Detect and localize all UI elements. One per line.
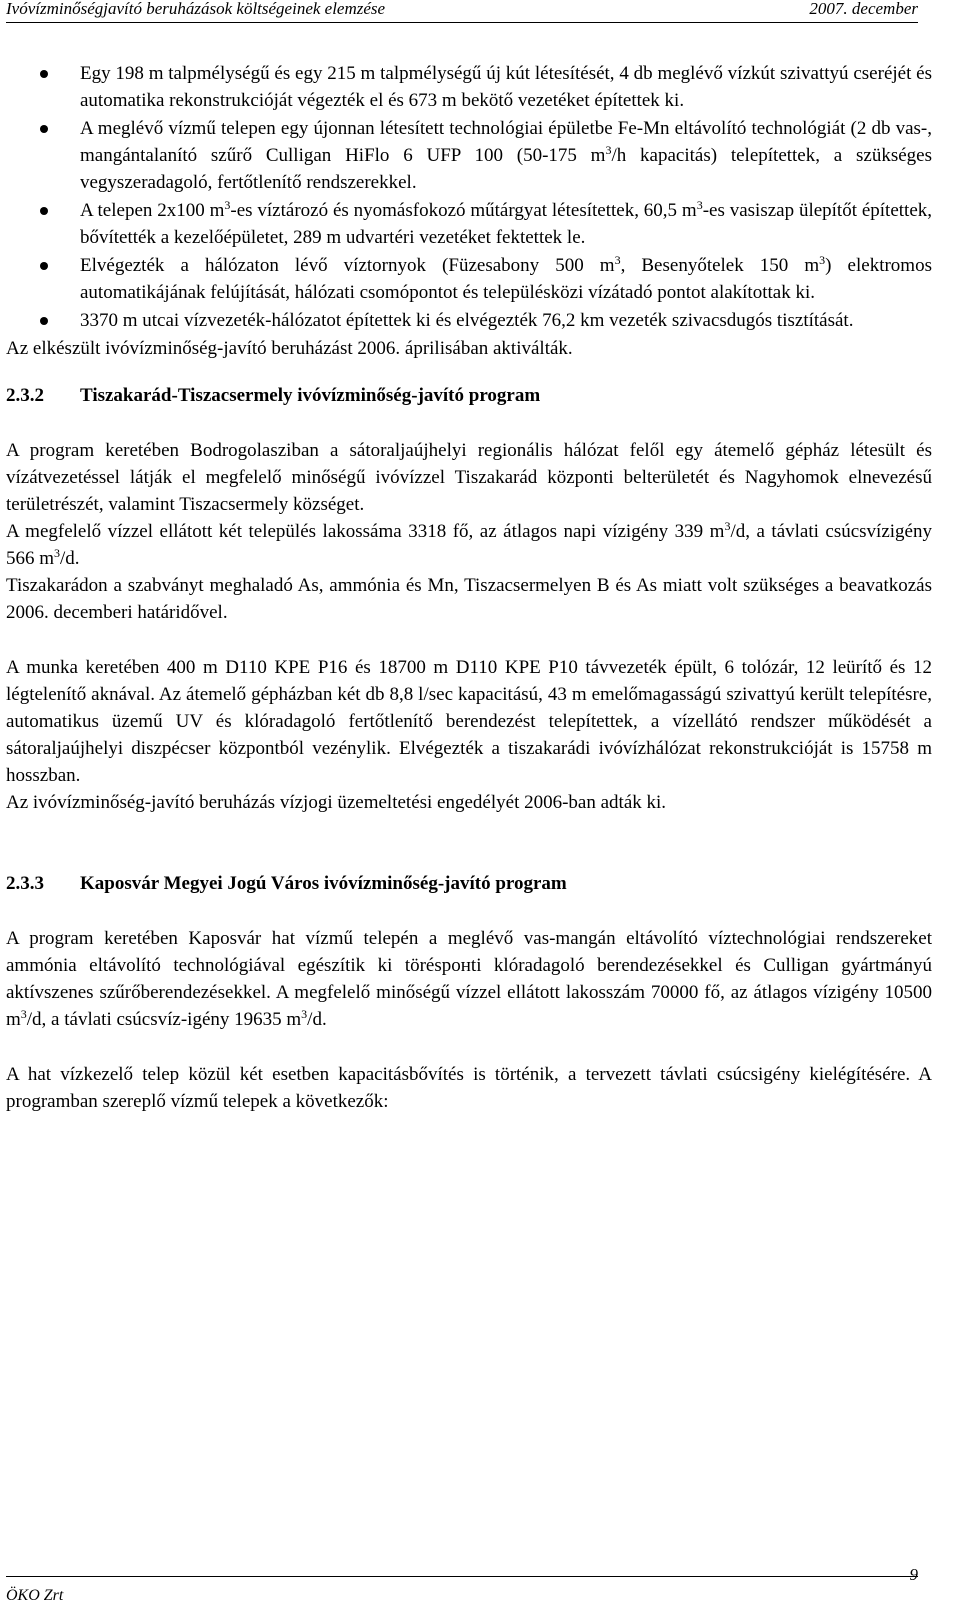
page-footer	[6, 1565, 918, 1607]
superscript: 3	[301, 1007, 308, 1021]
superscript: 3	[819, 253, 826, 267]
bullet-text: A meglévő vízmű telepen egy újonnan létesített technológiai épületbe Fe-Mn eltávolító technológiát (2 db vas-, mangántalanító szűrő Culligan HiFlo 6 UFP 100 (50-175 $m^3/h$ kapacitás) telepítettek, a szükséges vegyszeradagoló, fertőtlenítő rendszerekkel.	[80, 118, 932, 193]
bullet-list	[6, 60, 932, 334]
section-title: Tiszakarád-Tiszacsermely ivóvízminőség-javító program	[80, 385, 541, 406]
page-number: 9	[909, 1565, 918, 1584]
paragraph: Az ivóvízminőség-javító beruházás vízjogi üzemeltetési engedélyét 2006-ban adták ki.	[6, 792, 667, 813]
paragraph: A munka keretében 400 m D110 KPE P16 és 18700 m D110 KPE P10 távvezeték épült, 6 tolózár, 12 leürítő és 12 légtelenítő aknával. Az átemelő gépházban két db 8,8 l/sec kapacitású, 43 m emelőmagasságú szivattyú került telepítésre, automatikus üzemű UV és klóradagoló fertőtlenítő berendezést telepítettek, a vízellátó rendszer működését a sátoraljaújhelyi diszpécser központból vezénylik. Elvégezték a tiszakarádi ivóvízhálózat rekonstrukcióját is 15758 m hosszban.	[6, 657, 932, 786]
header-title: Ivóvízminőségjavító beruházások költségeinek elemzése	[6, 0, 386, 18]
bullet-icon	[40, 207, 48, 215]
section-heading-2-3-2	[6, 382, 932, 409]
superscript: 3	[724, 519, 731, 533]
paragraph: A program keretében Kaposvár hat vízmű telepén a meglévő vas-mangán eltávolító víztechnológiai rendszereket ammónia eltávolító technológiával egészítik ki töréspонti klóradagoló berendezésekkel és Culligan gyártmányú aktívszenes szűrőberendezésekkel. A megfelelő minőségű vízzel ellátott lakosszám 70000 fő, az átlagos vízigény 10500 $m^3/d$, a távlati csúcsvíz-igény 19635 $m^3/d$.	[6, 928, 932, 1030]
bullet-item	[6, 252, 932, 306]
superscript: 3	[224, 198, 231, 212]
section-heading-2-3-3	[6, 870, 932, 897]
document-body	[6, 60, 932, 1115]
activation-paragraph: Az elkészült ivóvízminőség-javító beruházást 2006. áprilisában aktiválták.	[6, 338, 573, 359]
superscript: 3	[605, 143, 612, 157]
superscript: 3	[20, 1007, 27, 1021]
page-header	[6, 0, 918, 23]
bullet-item	[6, 197, 932, 251]
bullet-item	[6, 115, 932, 196]
footer-company: ÖKO Zrt	[6, 1587, 64, 1604]
bullet-icon	[40, 70, 48, 78]
bullet-text: Egy 198 m talpmélységű és egy 215 m talpmélységű új kút létesítését, 4 db meglévő vízkút szivattyú cseréjét és automatika rekonstrukcióját végezték el és 673 m bekötő vezetéket építettek ki.	[80, 63, 932, 111]
paragraph: A program keretében Bodrogolasziban a sátoraljaújhelyi regionális hálózat felől egy átemelő gépház létesült és vízátvezetéssel látják el megfelelő minőségű ivóvízzel Tiszakarád központi belterületét és Nagyhomok elnevezésű területrészét, valamint Tiszacsermely községet.	[6, 440, 932, 515]
bullet-text: Elvégezték a hálózaton lévő víztornyok (Füzesabony 500 $m^3$, Besenyőtelek 150 $m^3$) elektromos automatikájának felújítását, hálózati csomópontot és településközi vízátadó pontot alakítottak ki.	[80, 253, 932, 303]
paragraph: A hat vízkezelő telep közül két esetben kapacitásbővítés is történik, a tervezett távlati csúcsigény kielégítésére. A programban szereplő vízmű telepek a következők:	[6, 1064, 932, 1112]
bullet-item	[6, 307, 932, 334]
superscript: 3	[54, 546, 61, 560]
superscript: 3	[614, 253, 621, 267]
section-number: 2.3.3	[6, 873, 44, 894]
bullet-icon	[40, 317, 48, 325]
paragraph: A megfelelő vízzel ellátott két település lakossáma 3318 fő, az átlagos napi vízigény 339 $m^3/d$, a távlati csúcsvízigény 566 $m^3/d$.	[6, 519, 932, 569]
section-number: 2.3.2	[6, 385, 44, 406]
bullet-icon	[40, 125, 48, 133]
superscript: 3	[696, 198, 703, 212]
bullet-item	[6, 60, 932, 114]
header-date: 2007. december	[809, 0, 918, 18]
bullet-text: A telepen 2x100 $m^3-es$ víztározó és nyomásfokozó műtárgyat létesítettek, 60,5 $m^3-es$ vasiszap ülepítőt építettek, bővítették a kezelőépületet, 289 m udvartéri vezetéket fektettek le.	[80, 198, 933, 248]
bullet-icon	[40, 262, 48, 270]
bullet-text: 3370 m utcai vízvezeték-hálózatot építettek ki és elvégezték 76,2 km vezeték szivacsdugós tisztítását.	[80, 310, 854, 331]
paragraph: Tiszakarádon a szabványt meghaladó As, ammónia és Mn, Tiszacsermelyen B és As miatt volt szükséges a beavatkozás 2006. decemberi határidővel.	[6, 575, 932, 623]
section-title: Kaposvár Megyei Jogú Város ivóvízminőség-javító program	[80, 873, 567, 894]
